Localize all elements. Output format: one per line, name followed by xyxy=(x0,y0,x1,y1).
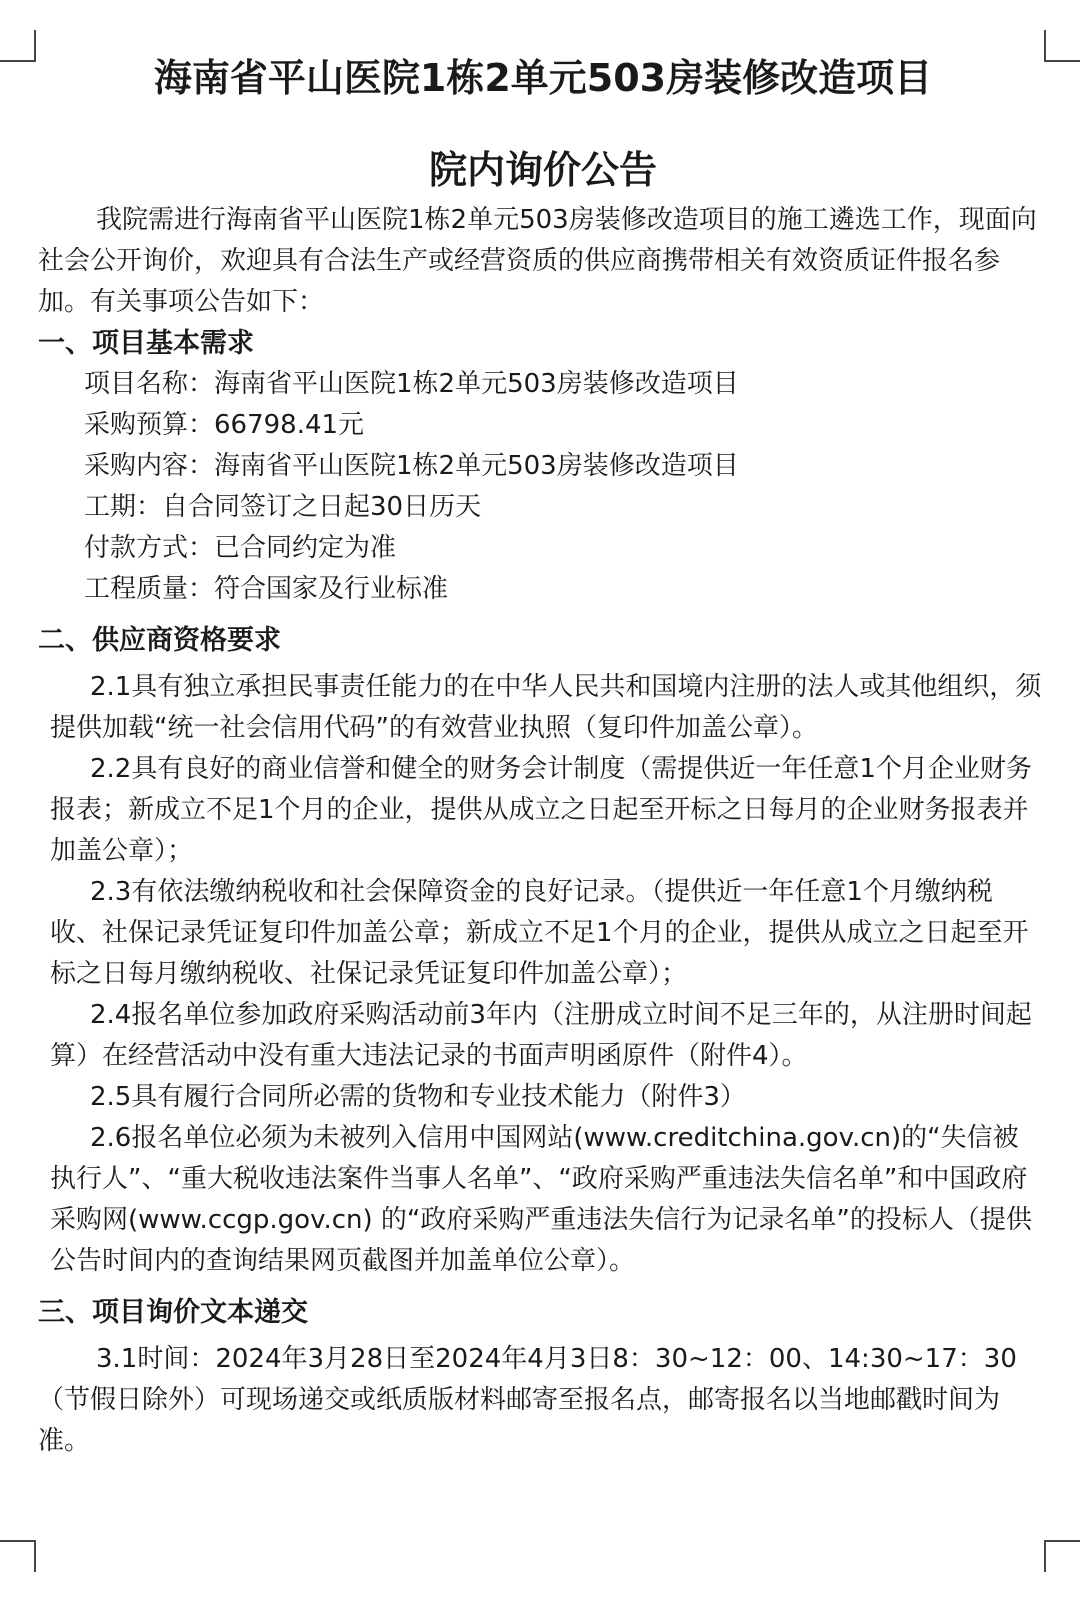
quality-item: 工程质量：符合国家及行业标准 xyxy=(84,574,449,604)
budget-item: 采购预算：66798.41元 xyxy=(84,410,365,440)
crop-mark-top-left xyxy=(0,30,36,62)
section2-heading: 二、供应商资格要求 xyxy=(38,625,281,656)
requirement-2-1: 2.1具有独立承担民事责任能力的在中华人民共和国境内注册的法人或其他组织，须提供加载“统一社会信用代码”的有效营业执照（复印件加盖公章）。 xyxy=(50,672,1042,743)
section1-heading: 一、项目基本需求 xyxy=(38,328,254,359)
document-body xyxy=(38,56,1048,1462)
requirement-2-2: 2.2具有良好的商业信誉和健全的财务会计制度（需提供近一年任意1个月企业财务报表；新成立不足1个月的企业，提供从成立之日起至开标之日每月的企业财务报表并加盖公章）； xyxy=(50,754,1032,866)
requirement-2-6: 2.6报名单位必须为未被列入信用中国网站(www.creditchina.gov.cn)的“失信被执行人”、“重大税收违法案件当事人名单”、“政府采购严重违法失信名单”和中国政府采购网(www.ccgp.gov.cn) 的“政府采购严重违法失信行为记录名单”的投标人（提供公告时间内的查询结果网页截图并加盖单位公章）。 xyxy=(50,1123,1032,1276)
requirement-2-3: 2.3有依法缴纳税收和社会保障资金的良好记录。（提供近一年任意1个月缴纳税收、社保记录凭证复印件加盖公章；新成立不足1个月的企业，提供从成立之日起至开标之日每月缴纳税收、社保记录凭证复印件加盖公章）； xyxy=(50,877,1029,989)
submission-time-item: 3.1时间：2024年3月28日至2024年4月3日8：30~12：00、14:30~17：30（节假日除外）可现场递交或纸质版材料邮寄至报名点，邮寄报名以当地邮戳时间为准。 xyxy=(38,1344,1017,1456)
intro-paragraph: 我院需进行海南省平山医院1栋2单元503房装修改造项目的施工遴选工作，现面向社会公开询价，欢迎具有合法生产或经营资质的供应商携带相关有效资质证件报名参加。有关事项公告如下： xyxy=(38,205,1037,317)
document-title-line1: 海南省平山医院1栋2单元503房装修改造项目 xyxy=(153,56,933,100)
crop-mark-top-right xyxy=(1044,30,1080,62)
requirement-2-4: 2.4报名单位参加政府采购活动前3年内（注册成立时间不足三年的，从注册时间起算）在经营活动中没有重大违法记录的书面声明函原件（附件4）。 xyxy=(50,1000,1032,1071)
procurement-content-item: 采购内容：海南省平山医院1栋2单元503房装修改造项目 xyxy=(84,451,739,481)
crop-mark-bottom-right xyxy=(1044,1540,1080,1572)
crop-mark-bottom-left xyxy=(0,1540,36,1572)
section3-heading: 三、项目询价文本递交 xyxy=(38,1297,308,1328)
project-name-item: 项目名称：海南省平山医院1栋2单元503房装修改造项目 xyxy=(84,369,739,399)
payment-method-item: 付款方式：已合同约定为准 xyxy=(84,533,397,563)
duration-item: 工期：自合同签订之日起30日历天 xyxy=(84,492,482,522)
requirement-2-5: 2.5具有履行合同所必需的货物和专业技术能力（附件3） xyxy=(90,1082,746,1112)
document-title-line2: 院内询价公告 xyxy=(428,148,657,192)
